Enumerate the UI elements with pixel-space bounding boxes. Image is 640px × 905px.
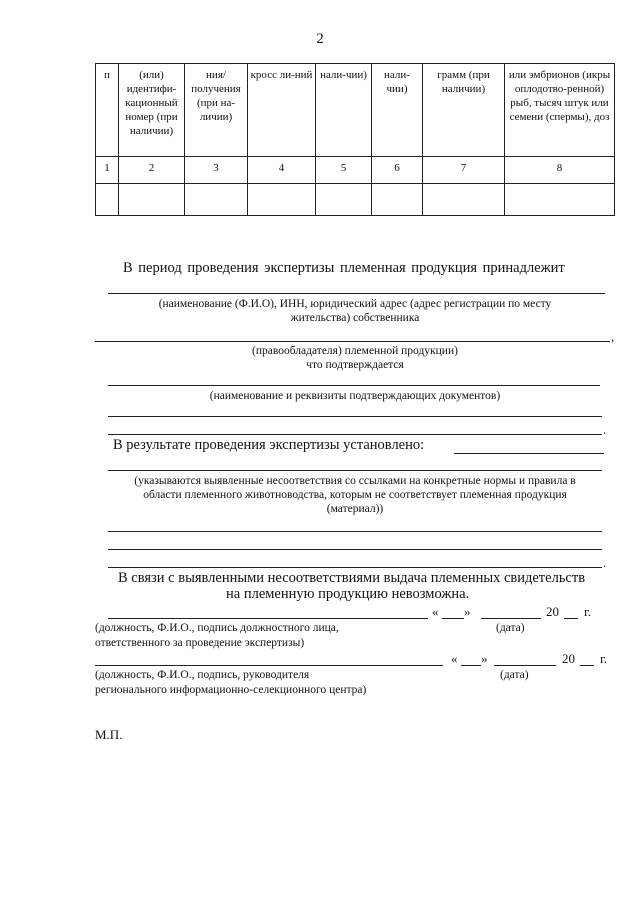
year-suffix-2: г.	[600, 651, 608, 666]
table-header-cell: (или) идентифи-кационный номер (при наличии)	[119, 64, 185, 157]
table-empty-cell	[185, 184, 248, 216]
livestock-table	[95, 63, 615, 216]
stamp-place: М.П.	[95, 727, 123, 742]
table-number-cell: 7	[423, 157, 505, 184]
result-label: В результате проведения экспертизы установлено:	[113, 437, 425, 453]
result-inline-line	[454, 453, 604, 454]
table-number-cell: 5	[316, 157, 372, 184]
confirmed-text: что подтверждается	[306, 359, 404, 371]
conclusion-line-1: В связи с выявленными несоответствиями выдача племенных свидетельств	[118, 570, 586, 586]
date-close-quote-2: »	[481, 651, 488, 666]
docs-line-3	[108, 434, 602, 435]
result-line-4	[108, 567, 602, 568]
result-hint-2: области племенного животноводства, которым не соответствует племенная продукция	[143, 489, 567, 501]
docs-period: .	[603, 422, 607, 437]
docs-line-2	[108, 416, 602, 417]
table-number-cell: 2	[119, 157, 185, 184]
table-number-cell: 3	[185, 157, 248, 184]
signature-hint-2b: регионального информационно-селекционного центра)	[95, 684, 367, 696]
table-numbering-row	[96, 157, 615, 184]
year-line-2	[580, 665, 594, 666]
year-prefix-2: 20	[562, 651, 575, 666]
holder-line	[95, 341, 610, 342]
table-header-cell: или эмбрионов (икры оплодотво-ренной) рыб, тысяч штук или семени (спермы), доз	[505, 64, 615, 157]
table-header-row	[96, 64, 615, 157]
table-header-cell: грамм (при наличии)	[423, 64, 505, 157]
table-empty-cell	[372, 184, 423, 216]
year-line-1	[564, 618, 578, 619]
result-line-2	[108, 531, 602, 532]
table-number-cell: 8	[505, 157, 615, 184]
date-open-quote-2: «	[451, 651, 458, 666]
ownership-intro: В период проведения экспертизы племенная продукция принадлежит	[123, 260, 565, 276]
table-number-cell: 6	[372, 157, 423, 184]
year-suffix-1: г.	[584, 604, 592, 619]
holder-comma: ,	[611, 329, 615, 344]
signature-hint-2a: (должность, Ф.И.О., подпись, руководителя	[95, 669, 310, 681]
table-header-cell: кросс ли-ний	[248, 64, 316, 157]
table-header-cell: п	[96, 64, 119, 157]
conclusion-line-2: на племенную продукцию невозможна.	[226, 586, 470, 602]
date-close-quote-1: »	[464, 604, 471, 619]
table-empty-cell	[505, 184, 615, 216]
day-line-2	[461, 665, 481, 666]
table-empty-row	[96, 184, 615, 216]
result-hint-1: (указываются выявленные несоответствия со ссылками на конкретные нормы и правила в	[134, 475, 576, 487]
date-hint-1: (дата)	[496, 622, 525, 634]
signature-line-1	[108, 618, 428, 619]
result-line-3	[108, 549, 602, 550]
docs-hint: (наименование и реквизиты подтверждающих документов)	[209, 390, 501, 402]
date-open-quote-1: «	[432, 604, 439, 619]
year-prefix-1: 20	[546, 604, 559, 619]
table-header-cell: ния/получения (при на-личии)	[185, 64, 248, 157]
page-number: 2	[316, 31, 324, 47]
signature-line-2	[95, 665, 443, 666]
table-empty-cell	[96, 184, 119, 216]
table-empty-cell	[248, 184, 316, 216]
table-header-cell: нали-чии)	[316, 64, 372, 157]
month-line-1	[481, 618, 541, 619]
result-period: .	[603, 555, 607, 570]
signature-hint-1b: ответственного за проведение экспертизы)	[95, 637, 305, 649]
owner-hint-1: (наименование (Ф.И.О), ИНН, юридический адрес (адрес регистрации по месту	[158, 298, 552, 310]
result-hint-3: (материал))	[326, 503, 384, 515]
table-number-cell: 4	[248, 157, 316, 184]
month-line-2	[494, 665, 556, 666]
table-empty-cell	[119, 184, 185, 216]
table-empty-cell	[423, 184, 505, 216]
table-header-cell: нали-чии)	[372, 64, 423, 157]
holder-hint: (правообладателя) племенной продукции)	[252, 345, 458, 357]
table-empty-cell	[316, 184, 372, 216]
signature-hint-1a: (должность, Ф.И.О., подпись должностного лица,	[95, 622, 339, 634]
docs-line	[108, 385, 600, 386]
result-line	[108, 470, 602, 471]
owner-line	[108, 293, 605, 294]
table-number-cell: 1	[96, 157, 119, 184]
day-line-1	[442, 618, 464, 619]
date-hint-2: (дата)	[500, 669, 529, 681]
owner-hint-2: жительства) собственника	[290, 312, 420, 324]
